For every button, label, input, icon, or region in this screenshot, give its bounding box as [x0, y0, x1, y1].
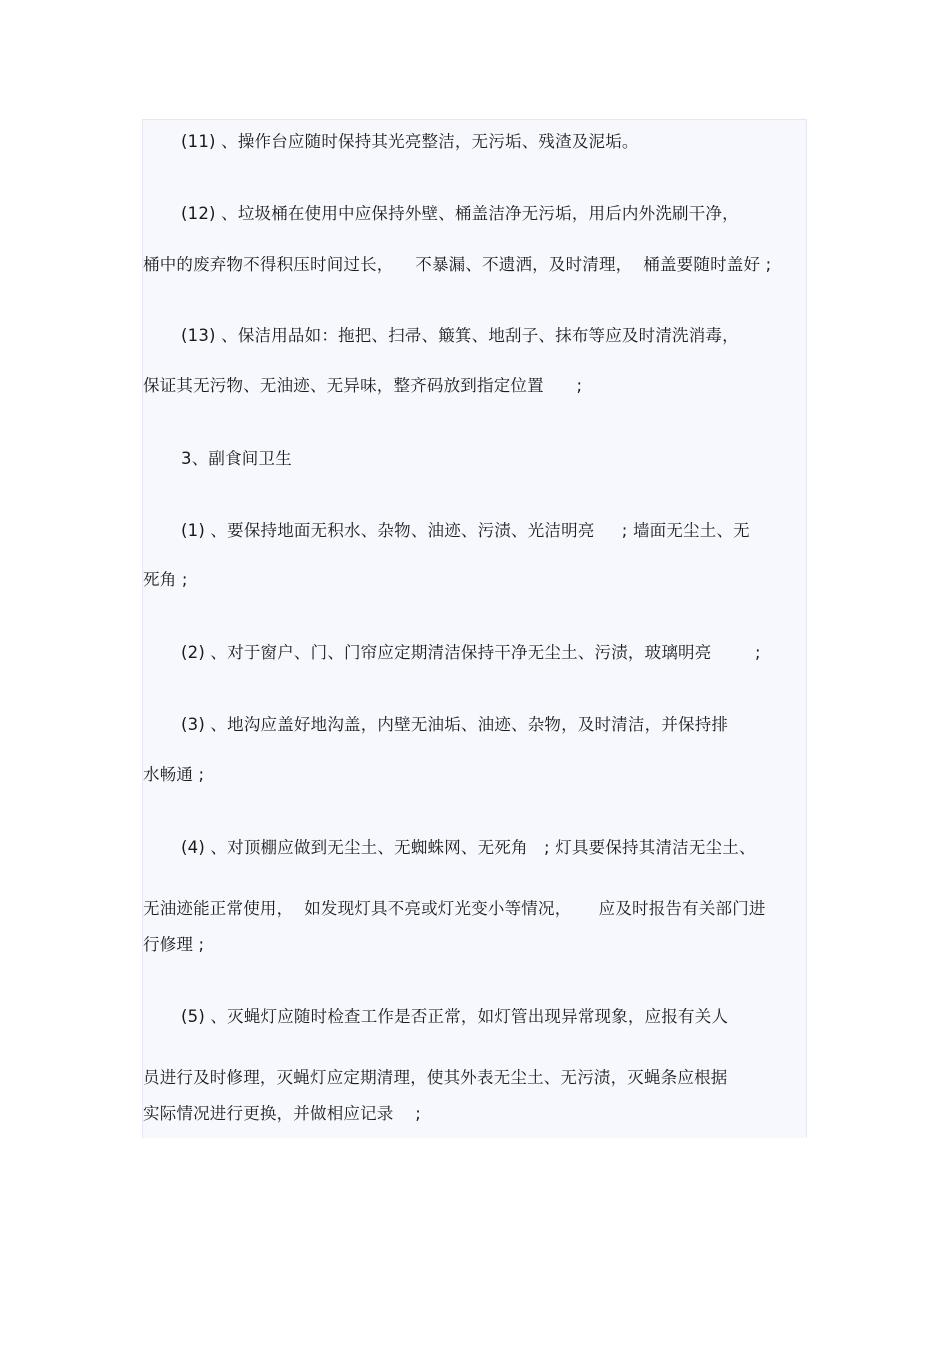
- text-line-item-5: (5) 、灭蝇灯应随时检查工作是否正常，如灯管出现异常现象，应报有关人: [181, 1007, 729, 1026]
- text-line-item-12-cont: 桶中的废弃物不得积压时间过长， 不暴漏、不遗洒，及时清理， 桶盖要随时盖好 ;: [143, 255, 772, 274]
- text-line-item-4-cont: 无油迹能正常使用， 如发现灯具不亮或灯光变小等情况， 应及时报告有关部门进: [143, 899, 766, 918]
- text-line-item-3: (3) 、地沟应盖好地沟盖，内壁无油垢、油迹、杂物，及时清洁，并保持排: [181, 715, 729, 734]
- section-heading: 3、副食间卫生: [181, 449, 292, 468]
- text-line-item-4: (4) 、对顶棚应做到无尘土、无蜘蛛网、无死角 ; 灯具要保持其清洁无尘土、: [181, 838, 756, 857]
- text-line-item-1: (1) 、要保持地面无积水、杂物、油迹、污渍、光洁明亮 ; 墙面无尘土、无: [181, 521, 750, 540]
- text-line-item-13: (13) 、保洁用品如：拖把、扫帚、簸箕、地刮子、抹布等应及时清洗消毒，: [181, 326, 739, 345]
- text-line-item-1-cont: 死角 ;: [143, 570, 188, 589]
- text-line-item-11: (11) 、操作台应随时保持其光亮整洁，无污垢、残渣及泥垢。: [181, 132, 639, 151]
- text-line-item-4-cont2: 行修理 ;: [143, 935, 205, 954]
- text-line-item-5-cont: 员进行及时修理，灭蝇灯应定期清理，使其外表无尘土、无污渍，灭蝇条应根据: [143, 1068, 728, 1087]
- text-line-item-3-cont: 水畅通 ;: [143, 765, 205, 784]
- text-line-item-5-cont2: 实际情况进行更换，并做相应记录 ;: [143, 1104, 422, 1123]
- text-line-item-2: (2) 、对于窗户、门、门帘应定期清洁保持干净无尘土、污渍，玻璃明亮 ;: [181, 643, 761, 662]
- text-line-item-12: (12) 、垃圾桶在使用中应保持外壁、桶盖洁净无污垢，用后内外洗刷干净，: [181, 204, 739, 223]
- text-line-item-13-cont: 保证其无污物、无油迹、无异味，整齐码放到指定位置 ;: [143, 376, 583, 395]
